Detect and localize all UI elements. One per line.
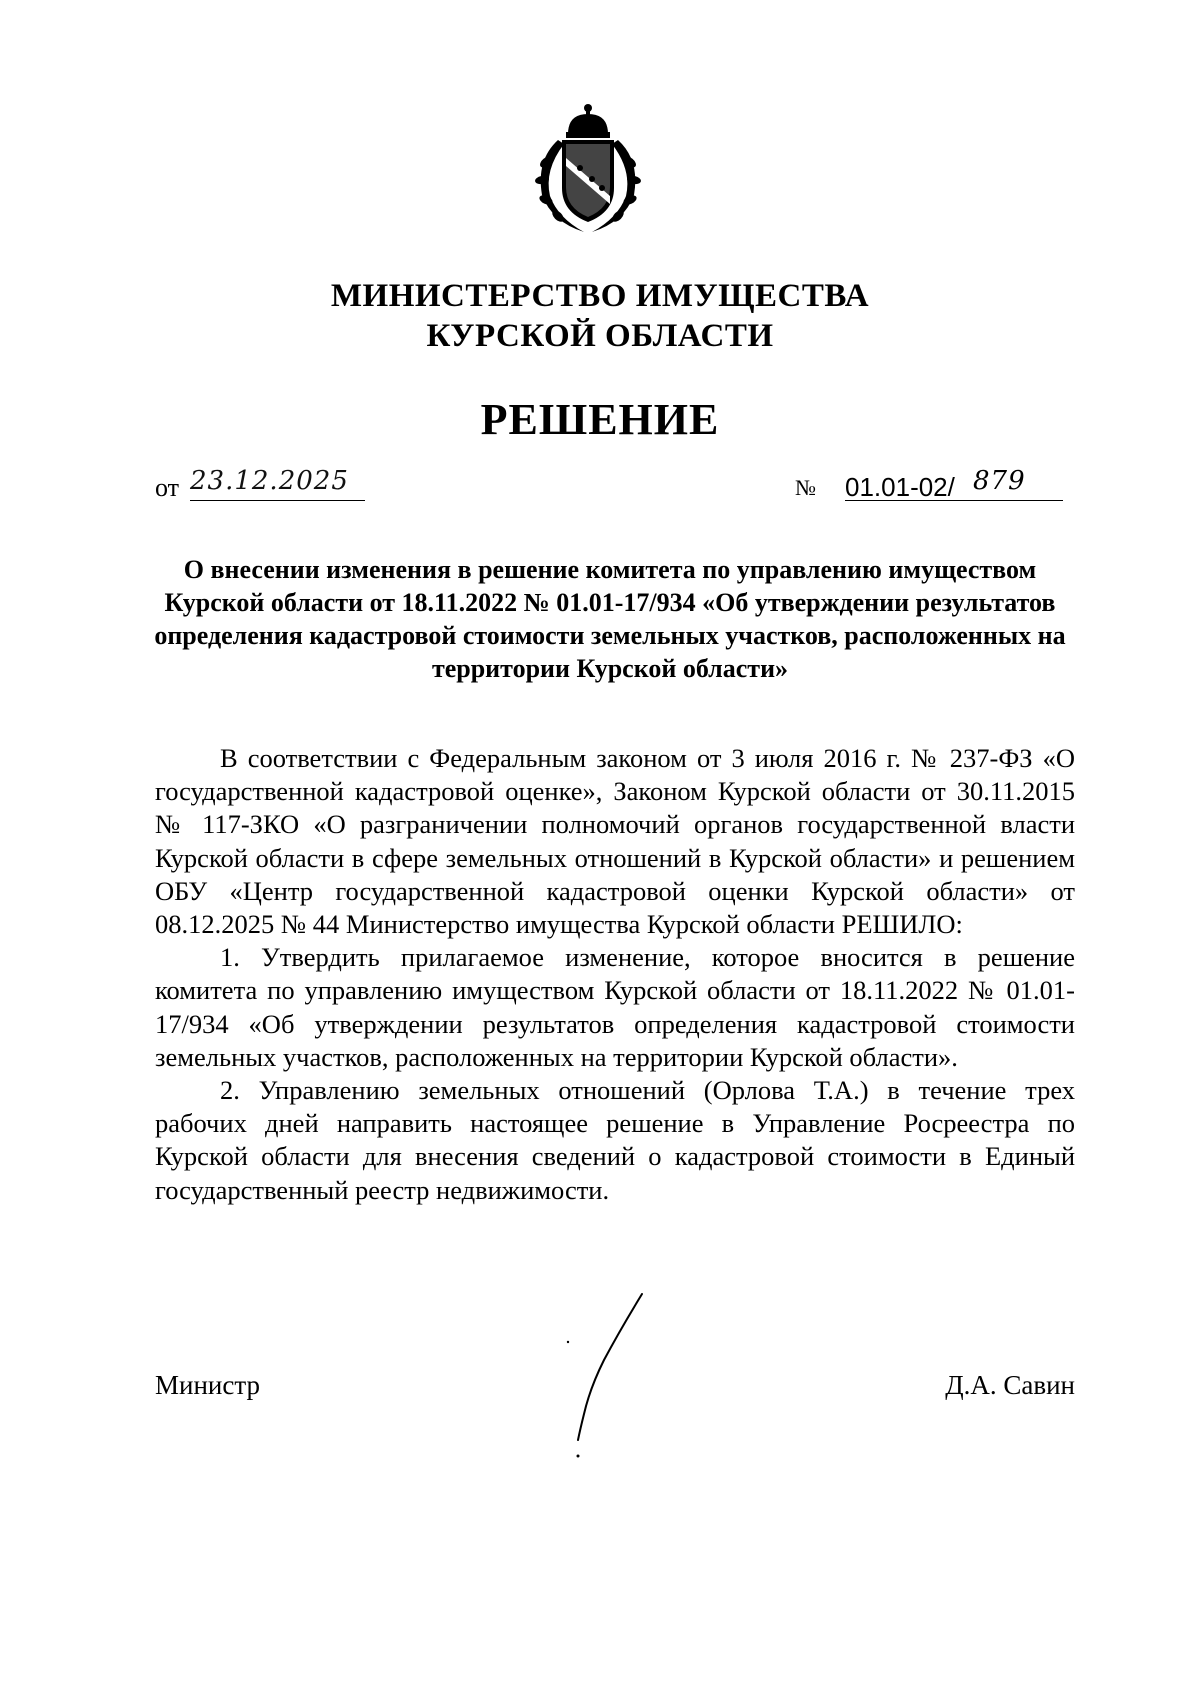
- item-2-paragraph: 2. Управлению земельных отношений (Орлова Т.А.) в течение трех рабочих дней направить настоящее решение в Управление Росреестра по Курской области для внесения сведений о кадастровой стоимости в Единый государственный реестр недвижимости.: [155, 1075, 1075, 1205]
- number-value: 879: [973, 466, 1026, 496]
- ministry-name-line1: МИНИСТЕРСТВО ИМУЩЕСТВА: [330, 278, 870, 314]
- date-label: от: [155, 473, 180, 502]
- number-label: №: [795, 475, 816, 500]
- handwritten-signature: [560, 1290, 680, 1460]
- coat-of-arms-icon: [518, 100, 658, 240]
- date-line: [155, 466, 495, 506]
- date-value: 23.12.2025: [190, 466, 349, 496]
- signer-name: Д.А. Савин: [945, 1370, 1075, 1400]
- ministry-name-line2: КУРСКОЙ ОБЛАСТИ: [426, 318, 774, 354]
- document-body: [155, 742, 1075, 1207]
- item-1-paragraph: 1. Утвердить прилагаемое изменение, которое вносится в решение комитета по управлению имуществом Курской области от 18.11.2022 № 01.01-17/934 «Об утверждении результатов определения кадастровой стоимости земельных участков, расположенных на территории Курской области».: [155, 942, 1075, 1072]
- signer-title: Министр: [155, 1370, 260, 1400]
- number-underline: [845, 500, 1063, 501]
- date-underline: [190, 500, 365, 501]
- document-subject: О внесении изменения в решение комитета по управлению имуществом Курской области от 18.11.2022 № 01.01-17/934 «Об утверждении результатов определения кадастровой стоимости земельных участков, расположенных на территории Курской области»: [154, 555, 1066, 683]
- preamble-paragraph: В соответствии с Федеральным законом от 3 июля 2016 г. № 237-ФЗ «О государственной кадастровой оценке», Законом Курской области от 30.11.2015 № 117-ЗКО «О разграничении полномочий органов государственной власти Курской области в сфере земельных отношений в Курской области» и решением ОБУ «Центр государственной кадастровой оценки Курской области» от 08.12.2025 № 44 Министерство имущества Курской области РЕШИЛО:: [155, 743, 1075, 940]
- number-line: [795, 466, 1075, 506]
- number-prefix: 01.01-02/: [845, 472, 955, 502]
- document-type-title: РЕШЕНИЕ: [480, 395, 720, 444]
